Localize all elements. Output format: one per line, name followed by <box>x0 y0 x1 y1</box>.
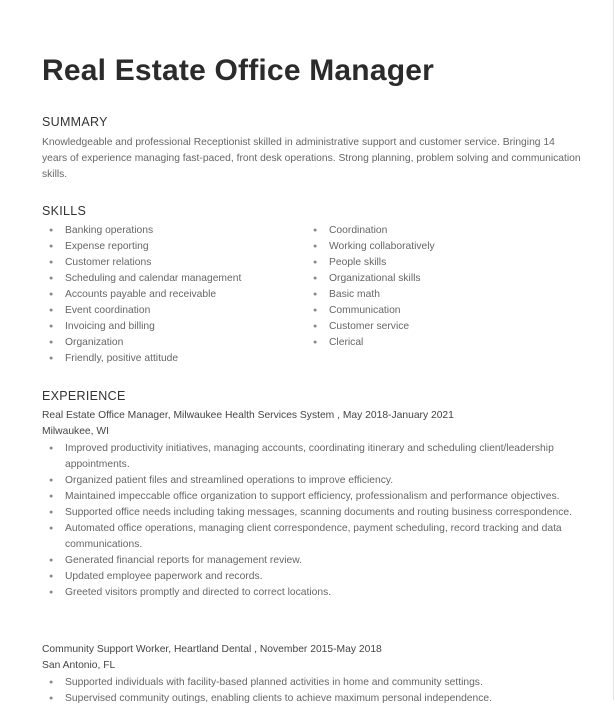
bullet-icon: ● <box>49 323 54 330</box>
skill-item <box>306 271 435 287</box>
duty-item-text: Supported office needs including taking messages, scanning documents and routing business correspondence. <box>65 507 572 518</box>
bullet-icon: ● <box>49 695 54 702</box>
skill-item-text: Expense reporting <box>65 241 149 252</box>
bullet-icon: ● <box>313 275 318 282</box>
skill-item <box>306 303 435 319</box>
bullet-icon: ● <box>49 589 54 596</box>
skill-item <box>306 239 435 255</box>
duty-item-text: Supervised community outings, enabling clients to achieve maximum personal independence. <box>65 693 492 704</box>
duty-item-text: Automated office operations, managing client correspondence, payment scheduling, record tracking and data communications. <box>65 523 562 550</box>
duty-item-text: Organized patient files and streamlined operations to improve efficiency. <box>65 475 394 486</box>
bullet-icon: ● <box>49 355 54 362</box>
bullet-icon: ● <box>49 679 54 686</box>
skill-item-text: Customer relations <box>65 257 152 268</box>
skill-item <box>42 223 241 239</box>
duty-item <box>42 489 582 505</box>
skill-item-text: Coordination <box>329 225 388 236</box>
summary-heading: SUMMARY <box>42 115 108 129</box>
bullet-icon: ● <box>49 291 54 298</box>
bullet-icon: ● <box>49 525 54 532</box>
skill-item <box>42 271 241 287</box>
duty-item <box>42 691 582 707</box>
skill-item-text: Organizational skills <box>329 273 421 284</box>
bullet-icon: ● <box>49 339 54 346</box>
skill-item <box>42 319 241 335</box>
skill-item <box>42 351 241 367</box>
job-duties-list <box>42 441 582 601</box>
skill-item <box>42 239 241 255</box>
skill-item-text: People skills <box>329 257 387 268</box>
bullet-icon: ● <box>313 259 318 266</box>
skill-item-text: Organization <box>65 337 124 348</box>
bullet-icon: ● <box>49 493 54 500</box>
bullet-icon: ● <box>49 557 54 564</box>
duty-item <box>42 675 582 691</box>
skill-item <box>42 255 241 271</box>
experience-heading: EXPERIENCE <box>42 389 126 403</box>
duty-item <box>42 585 582 601</box>
skills-list-left <box>42 223 241 367</box>
skills-list-right <box>306 223 435 351</box>
bullet-icon: ● <box>49 307 54 314</box>
duty-item-text: Updated employee paperwork and records. <box>65 571 263 582</box>
bullet-icon: ● <box>49 477 54 484</box>
skill-item-text: Accounts payable and receivable <box>65 289 217 300</box>
job-title-line: Real Estate Office Manager, Milwaukee Health Services System , May 2018-January 2021 <box>42 410 454 421</box>
job-title-line: Community Support Worker, Heartland Dental , November 2015-May 2018 <box>42 644 382 655</box>
skill-item <box>306 223 435 239</box>
summary-text: Knowledgeable and professional Receptionist skilled in administrative support and customer service. Bringing 14 years of experience managing fast-paced, front desk operations. Strong planning, problem solving and communication skills. <box>42 137 581 180</box>
duty-item <box>42 553 582 569</box>
bullet-icon: ● <box>313 323 318 330</box>
bullet-icon: ● <box>49 259 54 266</box>
skill-item <box>306 255 435 271</box>
job-location: San Antonio, FL <box>42 660 116 671</box>
skill-item <box>306 335 435 351</box>
bullet-icon: ● <box>313 291 318 298</box>
job-location: Milwaukee, WI <box>42 426 109 437</box>
bullet-icon: ● <box>49 509 54 516</box>
bullet-icon: ● <box>49 227 54 234</box>
resume-title: Real Estate Office Manager <box>42 54 435 87</box>
bullet-icon: ● <box>49 243 54 250</box>
bullet-icon: ● <box>49 445 54 452</box>
skill-item-text: Basic math <box>329 289 380 300</box>
skill-item-text: Scheduling and calendar management <box>65 273 242 284</box>
duty-item-text: Maintained impeccable office organization to support efficiency, professionalism and performance objectives. <box>65 491 560 502</box>
bullet-icon: ● <box>313 339 318 346</box>
skill-item <box>306 319 435 335</box>
skill-item <box>42 335 241 351</box>
duty-item <box>42 569 582 585</box>
duty-item-text: Improved productivity initiatives, managing accounts, coordinating itinerary and scheduling client/leadership appointments. <box>65 443 554 470</box>
skill-item-text: Event coordination <box>65 305 151 316</box>
bullet-icon: ● <box>313 307 318 314</box>
duty-item <box>42 441 582 473</box>
skill-item <box>306 287 435 303</box>
skill-item-text: Friendly, positive attitude <box>65 353 179 364</box>
skill-item-text: Working collaboratively <box>329 241 435 252</box>
bullet-icon: ● <box>313 227 318 234</box>
bullet-icon: ● <box>49 275 54 282</box>
skills-heading: SKILLS <box>42 204 87 218</box>
skill-item-text: Invoicing and billing <box>65 321 155 332</box>
duty-item <box>42 521 582 553</box>
job-duties-list <box>42 675 582 707</box>
duty-item <box>42 505 582 521</box>
bullet-icon: ● <box>49 573 54 580</box>
duty-item <box>42 473 582 489</box>
skill-item-text: Clerical <box>329 337 364 348</box>
skill-item <box>42 303 241 319</box>
duty-item-text: Supported individuals with facility-based planned activities in home and community settings. <box>65 677 483 688</box>
bullet-icon: ● <box>313 243 318 250</box>
duty-item-text: Generated financial reports for management review. <box>65 555 302 566</box>
skill-item-text: Customer service <box>329 321 410 332</box>
skill-item <box>42 287 241 303</box>
skill-item-text: Communication <box>329 305 401 316</box>
skill-item-text: Banking operations <box>65 225 154 236</box>
duty-item-text: Greeted visitors promptly and directed to correct locations. <box>65 587 332 598</box>
